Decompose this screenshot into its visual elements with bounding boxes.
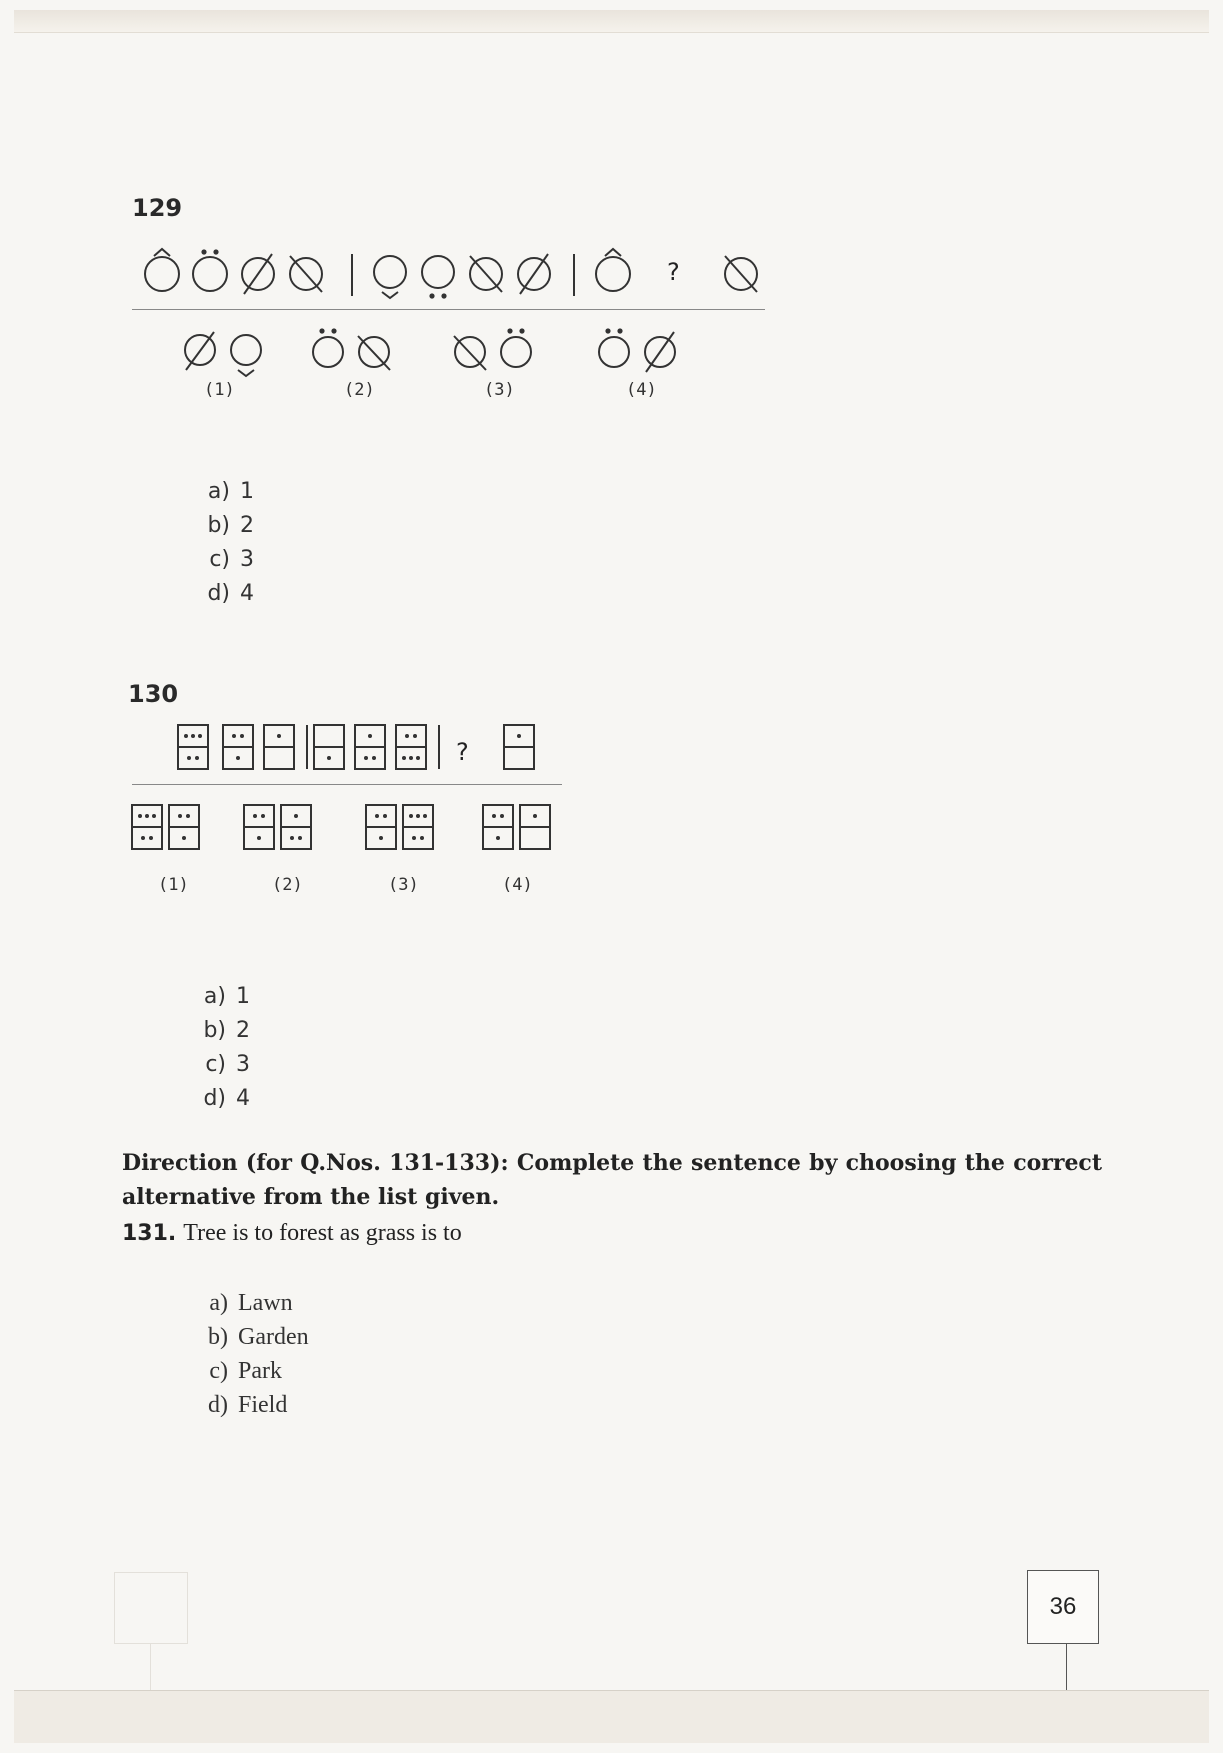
option-text: 3: [240, 547, 254, 572]
option-text: 2: [236, 1018, 250, 1043]
q130-problem-figure: [177, 724, 537, 774]
option-letter: c): [205, 1052, 226, 1077]
option-text: 4: [240, 581, 254, 606]
q130-question-mark: ?: [456, 738, 469, 766]
figure-label: (3): [388, 875, 419, 895]
page-number-tail: [1066, 1643, 1067, 1690]
option-letter: a): [207, 479, 230, 504]
option-item[interactable]: [192, 509, 254, 543]
q129-divider-line: [132, 309, 765, 310]
option-item[interactable]: [188, 1048, 250, 1082]
option-item[interactable]: [192, 577, 254, 611]
q130-divider-line: [132, 784, 562, 785]
option-item[interactable]: [190, 1388, 309, 1422]
option-text: 1: [240, 479, 254, 504]
option-item[interactable]: [188, 1014, 250, 1048]
q131-options: [190, 1286, 309, 1422]
option-text: Garden: [238, 1324, 309, 1350]
page-bottom-border: [14, 1690, 1209, 1743]
figure-label: (1): [158, 875, 189, 895]
option-item[interactable]: [192, 543, 254, 577]
bleed-through-page-tail: [150, 1643, 151, 1690]
q129-options: [192, 475, 254, 611]
question-number-131: 131.: [122, 1221, 177, 1246]
option-letter: b): [203, 1018, 226, 1043]
page-number: 36: [1027, 1570, 1099, 1644]
option-item[interactable]: [188, 980, 250, 1014]
bleed-through-page-box: [114, 1572, 188, 1644]
q129-answer-figures: [180, 328, 700, 388]
option-letter: d): [207, 581, 230, 606]
figure-label: (1): [204, 380, 235, 400]
option-text: 4: [236, 1086, 250, 1111]
q130-options: [188, 980, 250, 1116]
option-text: Park: [238, 1358, 282, 1384]
option-letter: c): [209, 547, 230, 572]
option-letter: b): [207, 513, 230, 538]
option-letter: d): [208, 1392, 228, 1418]
option-letter: c): [209, 1358, 228, 1384]
option-text: Lawn: [238, 1290, 293, 1316]
option-item[interactable]: [192, 475, 254, 509]
option-text: 3: [236, 1052, 250, 1077]
option-text: 2: [240, 513, 254, 538]
figure-label: (2): [344, 380, 375, 400]
question-131: [122, 1220, 462, 1247]
option-item[interactable]: [190, 1286, 309, 1320]
question-number-130: 130: [128, 680, 179, 708]
figure-label: (4): [626, 380, 657, 400]
question-text: Tree is to forest as grass is to: [183, 1220, 462, 1246]
q129-problem-figure: [140, 240, 780, 300]
option-letter: b): [208, 1324, 228, 1350]
page-top-border: [14, 10, 1209, 33]
q130-answer-figures: [131, 804, 571, 852]
option-item[interactable]: [188, 1082, 250, 1116]
figure-label: (4): [502, 875, 533, 895]
option-item[interactable]: [190, 1354, 309, 1388]
figure-label: (2): [272, 875, 303, 895]
option-letter: a): [203, 984, 226, 1009]
direction-text: Direction (for Q.Nos. 131-133): Complete the sentence by choosing the correct alternative from the list given.: [122, 1150, 1102, 1210]
option-text: 1: [236, 984, 250, 1009]
option-letter: a): [209, 1290, 228, 1316]
figure-label: (3): [484, 380, 515, 400]
option-letter: d): [203, 1086, 226, 1111]
question-number-129: 129: [132, 194, 183, 222]
q129-question-mark: ?: [667, 258, 680, 286]
option-text: Field: [238, 1392, 288, 1418]
option-item[interactable]: [190, 1320, 309, 1354]
